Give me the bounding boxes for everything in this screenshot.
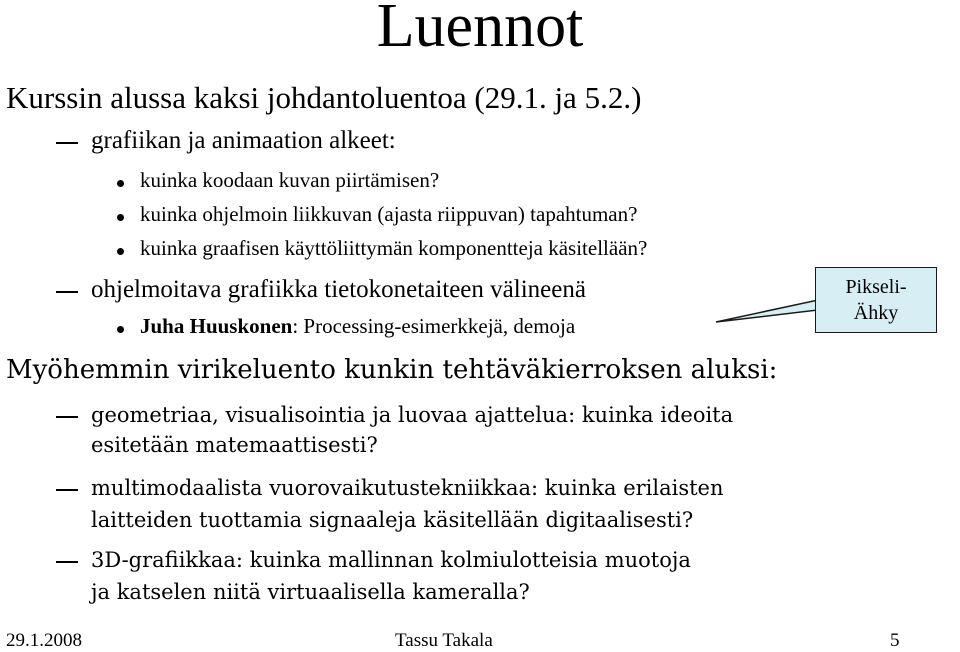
footer-page-number: 5 bbox=[890, 630, 900, 651]
item-multimodal: multimodaalista vuorovaikutustekniikkaa: kuinka erilaisten bbox=[91, 476, 724, 500]
subitem-moving-event: kuinka ohjelmoin liikkuvan (ajasta riippuvan) tapahtuman? bbox=[140, 202, 638, 226]
subitem-gui-components: kuinka graafisen käyttöliittymän komponentteja käsitellään? bbox=[140, 236, 648, 260]
item-geometry-cont: esitetään matemaattisesti? bbox=[91, 433, 378, 457]
dash-marker bbox=[56, 561, 78, 563]
footer-author: Tassu Takala bbox=[395, 630, 493, 651]
subitem-rest: : Processing-esimerkkejä, demoja bbox=[292, 314, 576, 338]
item-multimodal-cont: laitteiden tuottamia signaaleja käsitellään digitaalisesti? bbox=[91, 508, 694, 532]
callout-line-1: Pikseli- bbox=[845, 276, 907, 298]
callout-pikseli-ahky bbox=[815, 267, 937, 333]
item-3d-graphics: 3D-grafiikkaa: kuinka mallinnan kolmiulotteisia muotoja bbox=[91, 548, 691, 572]
item-graphics-basics: grafiikan ja animaation alkeet: bbox=[91, 127, 396, 154]
item-programmable-graphics: ohjelmoitava grafiikka tietokonetaiteen välineenä bbox=[91, 276, 586, 303]
dash-marker bbox=[56, 416, 78, 418]
slide-title: Luennot bbox=[376, 0, 584, 60]
subitem-draw-image: kuinka koodaan kuvan piirtämisen? bbox=[140, 168, 440, 192]
item-3d-graphics-cont: ja katselen niitä virtuaalisella kameralla? bbox=[91, 580, 530, 604]
heading-later-lectures: Myöhemmin virikeluento kunkin tehtäväkierroksen aluksi: bbox=[6, 355, 778, 385]
heading-intro-lectures: Kurssin alussa kaksi johdantoluentoa (29.1. ja 5.2.) bbox=[6, 80, 642, 115]
callout-line-2: Ähky bbox=[853, 302, 899, 324]
person-name: Juha Huuskonen bbox=[140, 314, 293, 338]
item-geometry: geometriaa, visualisointia ja luovaa ajattelua: kuinka ideoita bbox=[91, 403, 734, 427]
footer-date: 29.1.2008 bbox=[6, 630, 82, 651]
dash-marker bbox=[56, 489, 78, 491]
